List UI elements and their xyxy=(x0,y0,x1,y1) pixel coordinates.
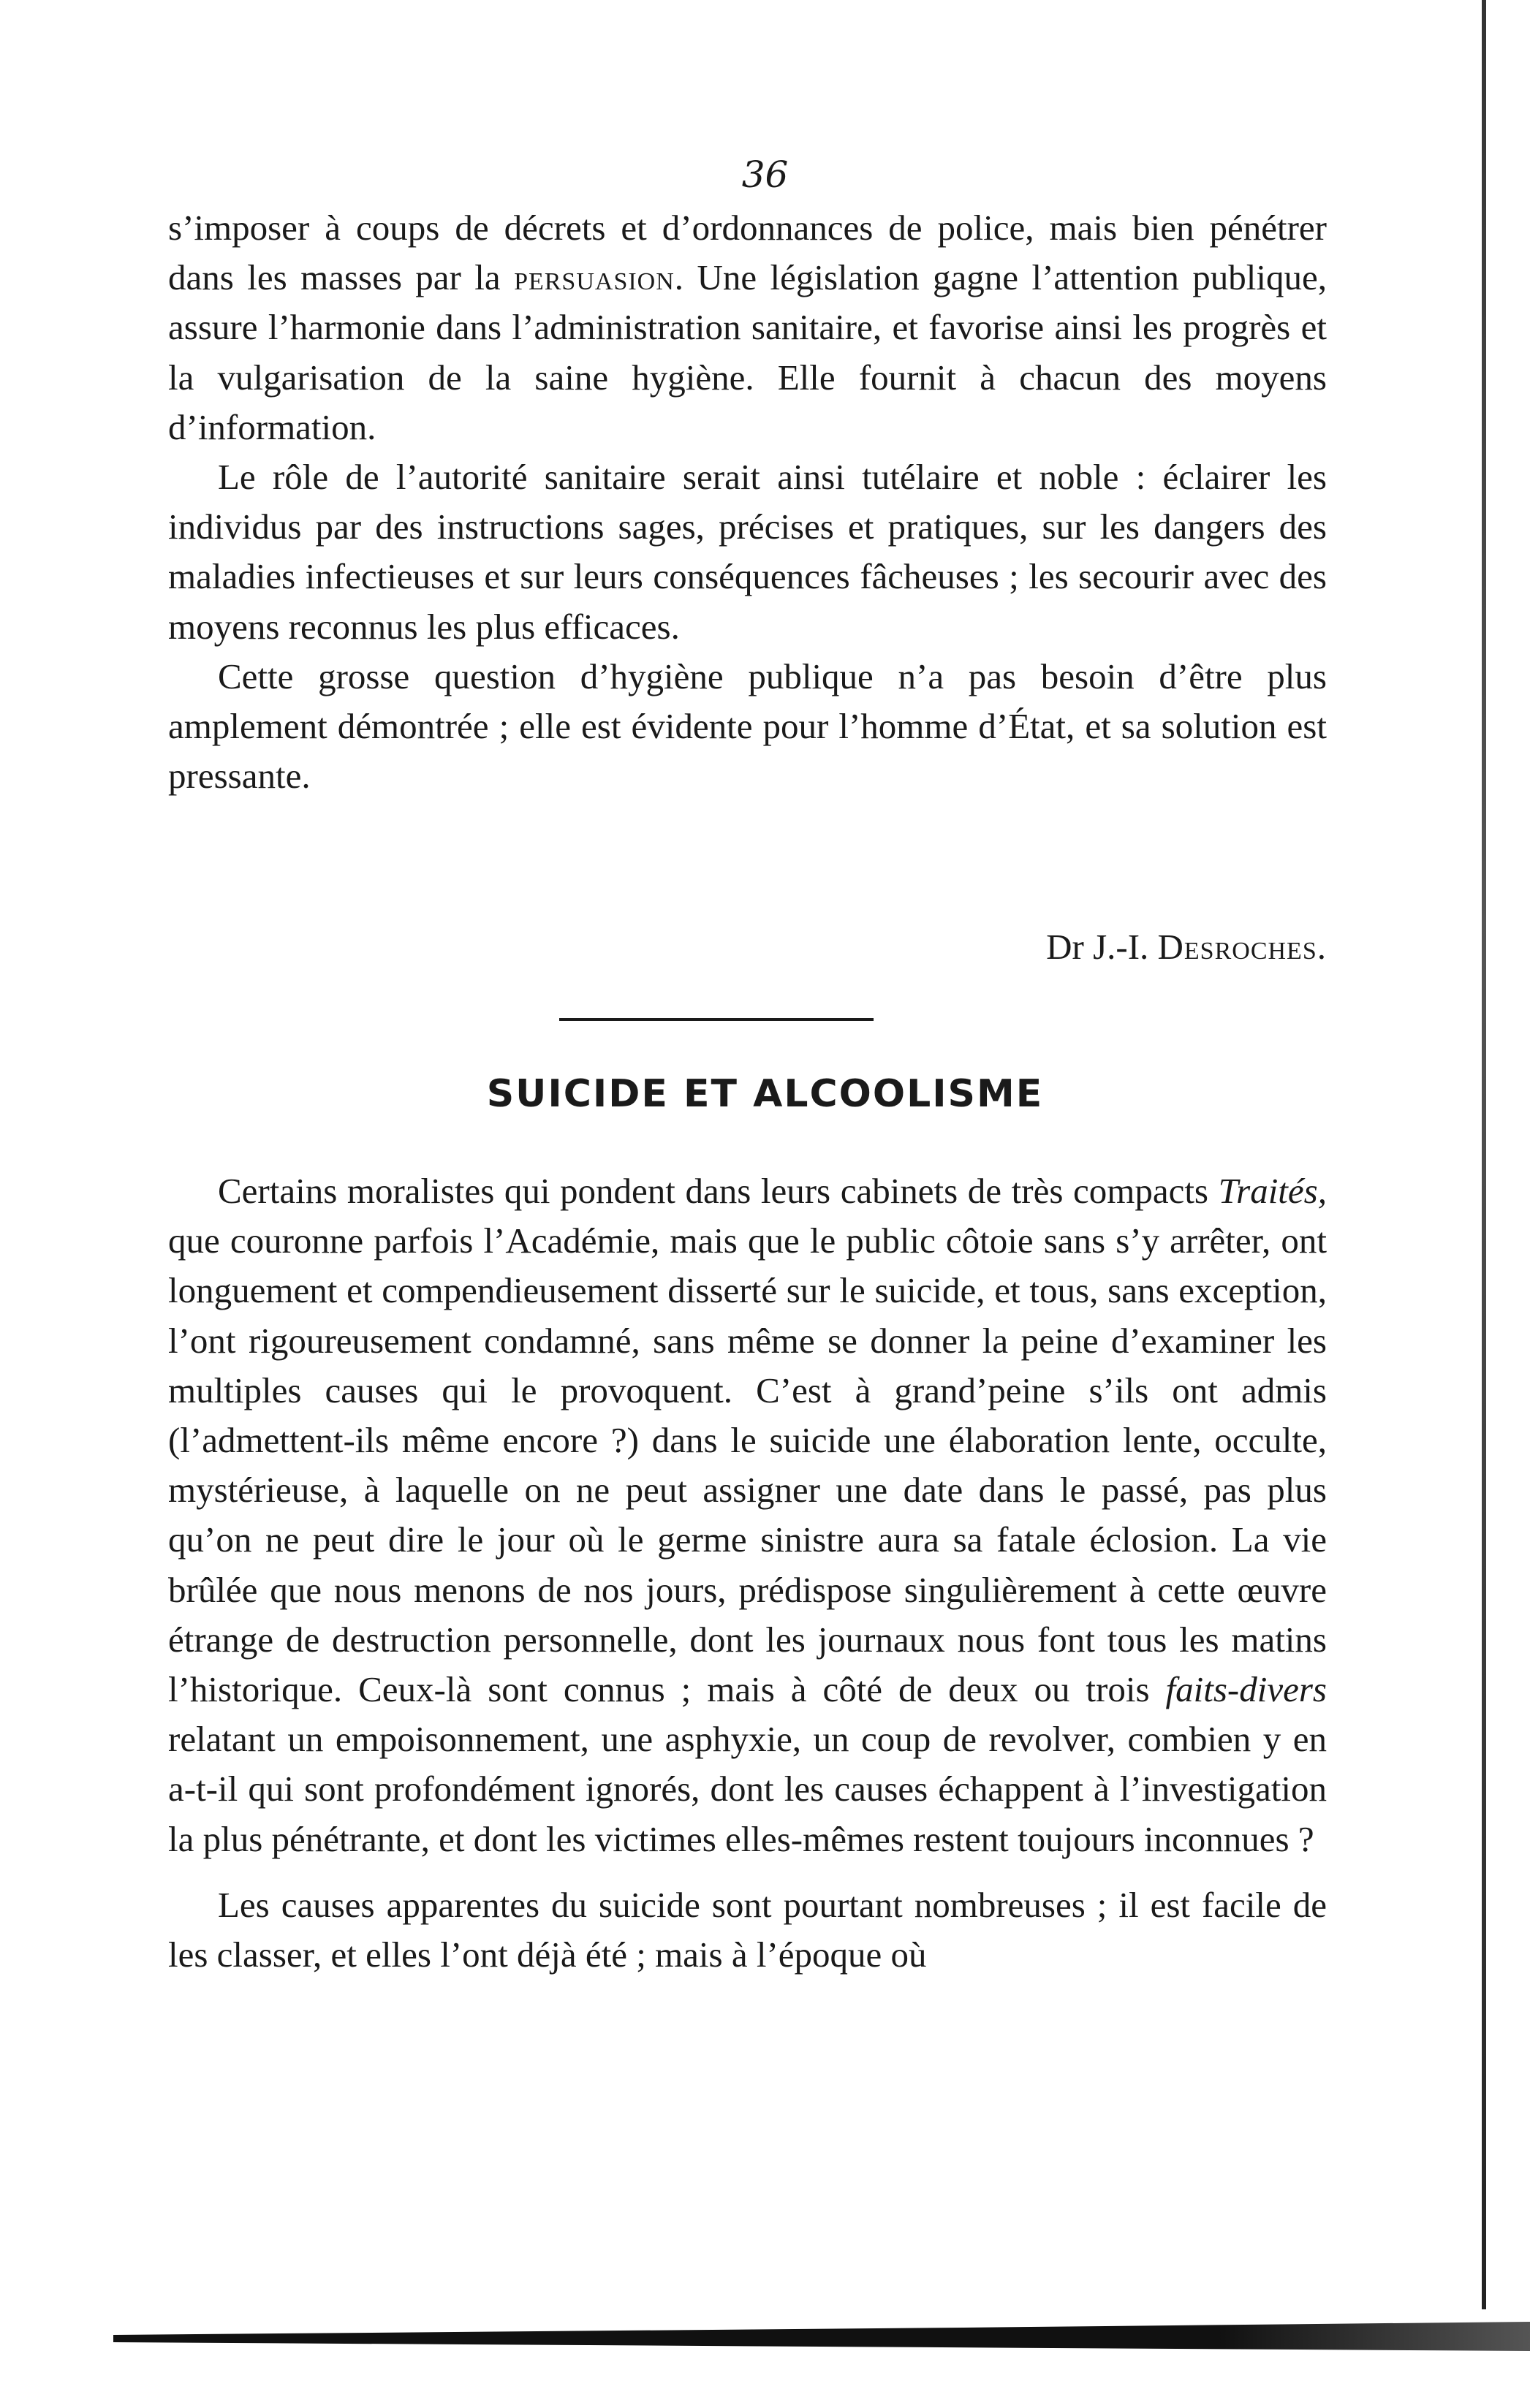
signature-name: Desroches. xyxy=(1157,927,1327,967)
paragraph-2: Le rôle de l’autorité sanitaire serait ainsi tutélaire et noble : éclairer les individus par des instructions sages, précises et pratiques, sur les dangers des maladies infectieuses et sur leurs conséquences fâcheuses ; les secourir avec des moyens reconnus les plus efficaces. xyxy=(168,457,1327,647)
paragraph-1-start: s’imposer à coups de décrets et d’ordonnances de police, mais bien pénétrer dans les masses par la xyxy=(168,208,1327,298)
section-p1-a: Certains moralistes qui pondent dans leurs cabinets de très compacts xyxy=(218,1171,1219,1211)
signature-prefix: Dr J.-I. xyxy=(1046,927,1158,967)
body-text-top xyxy=(168,203,1327,801)
paragraph-3: Cette grosse question d’hygiène publique n’a pas besoin d’être plus amplement démontrée ; elle est évidente pour l’homme d’État, et sa solution est pressante. xyxy=(168,656,1327,797)
section-p1-italic-traites: Traités, xyxy=(1218,1171,1327,1211)
scan-edge-right xyxy=(1482,0,1486,2309)
section-paragraph-2: Les causes apparentes du suicide sont pourtant nombreuses ; il est facile de les classer, et elles l’ont déjà été ; mais à l’époque où xyxy=(168,1884,1327,1975)
section-title: SUICIDE ET ALCOOLISME xyxy=(486,1072,1044,1116)
section-p1-italic-faits-divers: faits-divers xyxy=(1165,1669,1327,1710)
body-text-section xyxy=(168,1166,1327,1980)
paragraph-1 xyxy=(168,203,1327,452)
page-number: 36 xyxy=(741,153,789,196)
section-divider xyxy=(559,1018,874,1021)
section-p1-b: que couronne parfois l’Académie, mais que le public côtoie sans s’y arrêter, ont longuement et compendieusement disserté sur le suicide, et tous, sans exception, l’ont rigoureusement condamné, sans même se donner la peine d’examiner les multiples causes qui le provoquent. C’est à grand’peine s’ils ont admis (l’admettent-ils même encore ?) dans le suicide une élaboration lente, occulte, mystérieuse, à laquelle on ne peut assigner une date dans le passé, pas plus qu’on ne peut dire le jour où le germe sinistre aura sa fatale éclosion. La vie brûlée que nous menons de nos jours, prédispose singulièrement à cette œuvre étrange de destruction personnelle, dont les journaux nous font tous les matins l’historique. Ceux-là sont connus ; mais à côté de deux ou trois xyxy=(168,1220,1327,1710)
persuasion-word: persuasion xyxy=(514,257,675,298)
section-p1-c: relatant un empoisonnement, une asphyxie, un coup de revolver, combien y en a-t-il qui sont profondément ignorés, dont les causes échappent à l’investigation la plus pénétrante, et dont les victimes elles-mêmes restent toujours inconnues ? xyxy=(168,1719,1327,1859)
section-paragraph-1 xyxy=(168,1166,1327,1864)
signature xyxy=(1046,922,1327,972)
scan-edge-bottom xyxy=(113,2322,1530,2351)
paragraph-1-rest: . Une législation gagne l’attention publique, assure l’harmonie dans l’administration sanitaire, et favorise ainsi les progrès et la vulgarisation de la saine hygiène. Elle fournit à chacun des moyens d’information. xyxy=(168,257,1327,447)
